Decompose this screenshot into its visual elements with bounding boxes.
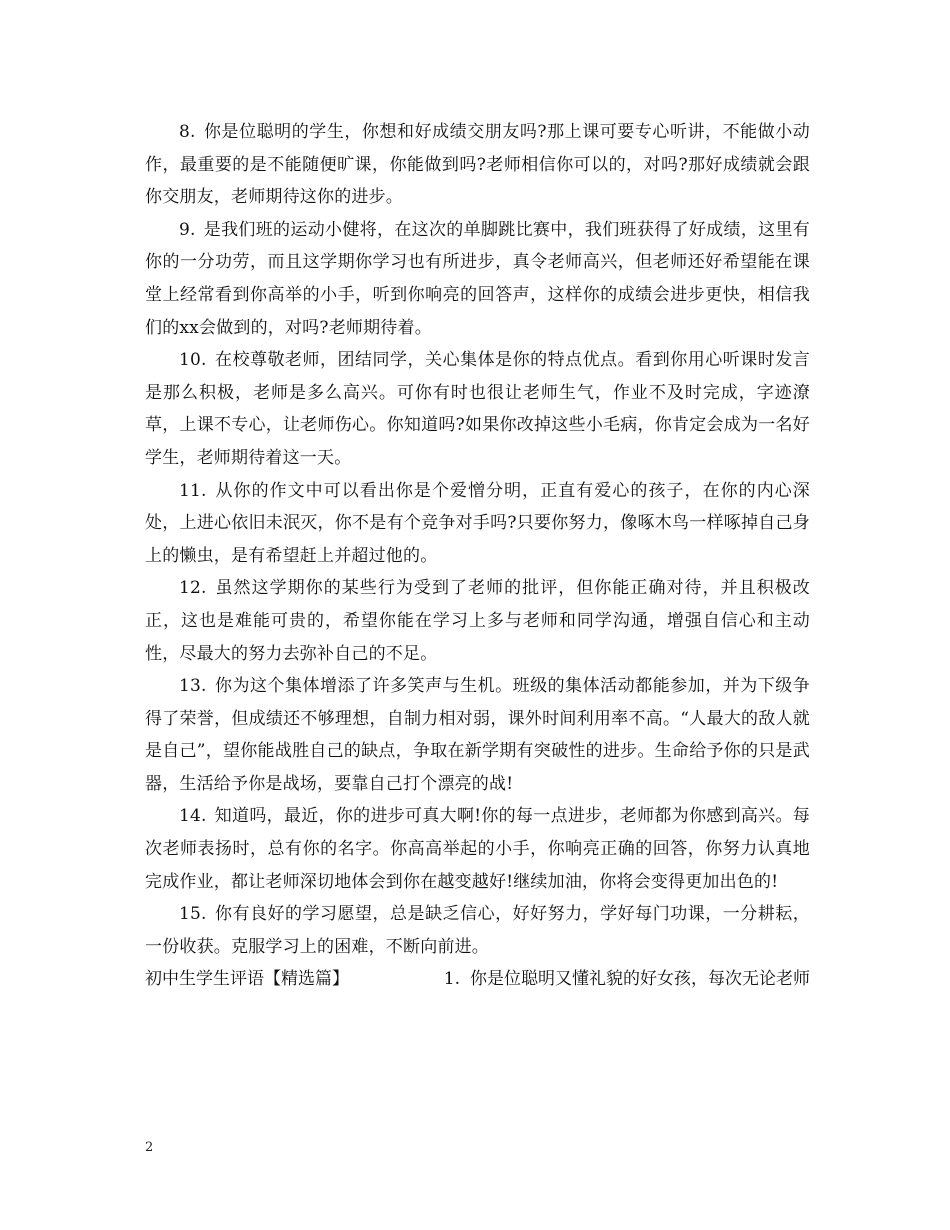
paragraph-number: 11. xyxy=(179,480,207,501)
paragraph-text: 你有良好的学习愿望，总是缺乏信心，好好努力，学好每门功课，一分耕耘，一份收获。克服学习上的困难，不断向前进。 xyxy=(145,904,810,957)
section-first-item xyxy=(444,963,810,996)
paragraph-number: 13. xyxy=(179,676,207,697)
document-body xyxy=(145,116,810,996)
paragraph-8 xyxy=(145,116,810,214)
paragraph-text: 从你的作文中可以看出你是个爱憎分明，正直有爱心的孩子，在你的内心深处，上进心依旧未泯灭，你不是有个竞争对手吗?只要你努力，像啄木鸟一样啄掉自己身上的懒虫，是有希望赶上并超过他的。 xyxy=(145,480,810,566)
paragraph-text: 是我们班的运动小健将，在这次的单脚跳比赛中，我们班获得了好成绩，这里有你的一分功劳，而且这学期你学习也有所进步，真令老师高兴，但老师还好希望能在课堂上经常看到你高举的小手，听到你响亮的回答声，这样你的成绩会进步更快，相信我们的xx会做到的，对吗?老师期待着。 xyxy=(145,219,810,338)
paragraph-11 xyxy=(145,475,810,573)
paragraph-number: 12. xyxy=(179,578,207,599)
paragraph-14 xyxy=(145,800,810,898)
paragraph-number: 9. xyxy=(179,219,196,240)
section-heading-line xyxy=(145,963,810,996)
paragraph-number: 14. xyxy=(179,806,207,827)
paragraph-12 xyxy=(145,572,810,670)
paragraph-15 xyxy=(145,898,810,963)
paragraph-number: 15. xyxy=(179,904,207,925)
section-heading: 初中生学生评语【精选篇】 xyxy=(145,969,349,990)
paragraph-9 xyxy=(145,214,810,344)
page-number: 2 xyxy=(145,1140,154,1155)
paragraph-text: 你是位聪明又懂礼貌的好女孩，每次无论老师 xyxy=(470,969,810,990)
paragraph-text: 虽然这学期你的某些行为受到了老师的批评，但你能正确对待，并且积极改正，这也是难能可贵的，希望你能在学习上多与老师和同学沟通，增强自信心和主动性，尽最大的努力去弥补自己的不足。 xyxy=(145,578,810,664)
paragraph-number: 1. xyxy=(443,969,460,990)
paragraph-text: 你是位聪明的学生，你想和好成绩交朋友吗?那上课可要专心听讲，不能做小动作，最重要的是不能随便旷课，你能做到吗?老师相信你可以的，对吗?那好成绩就会跟你交朋友，老师期待这你的进步。 xyxy=(145,122,810,208)
paragraph-text: 你为这个集体增添了许多笑声与生机。班级的集体活动都能参加，并为下级争得了荣誉，但成绩还不够理想，自制力相对弱，课外时间利用率不高。“人最大的敌人就是自己”，望你能战胜自己的缺点，争取在新学期有突破性的进步。生命给予你的只是武器，生活给予你是战场，要靠自己打个漂亮的战! xyxy=(145,676,810,794)
paragraph-13 xyxy=(145,670,810,800)
paragraph-number: 8. xyxy=(179,122,196,142)
paragraph-number: 10. xyxy=(179,350,207,371)
paragraph-text: 知道吗，最近，你的进步可真大啊!你的每一点进步，老师都为你感到高兴。每次老师表扬时，总有你的名字。你高高举起的小手，你响亮正确的回答，你努力认真地完成作业，都让老师深切地体会到你在越变越好!继续加油，你将会变得更加出色的! xyxy=(145,806,810,892)
paragraph-10 xyxy=(145,344,810,474)
paragraph-text: 在校尊敬老师，团结同学，关心集体是你的特点优点。看到你用心听课时发言是那么积极，老师是多么高兴。可你有时也很让老师生气，作业不及时完成，字迹潦草，上课不专心，让老师伤心。你知道吗?如果你改掉这些小毛病，你肯定会成为一名好学生，老师期待着这一天。 xyxy=(145,350,810,468)
